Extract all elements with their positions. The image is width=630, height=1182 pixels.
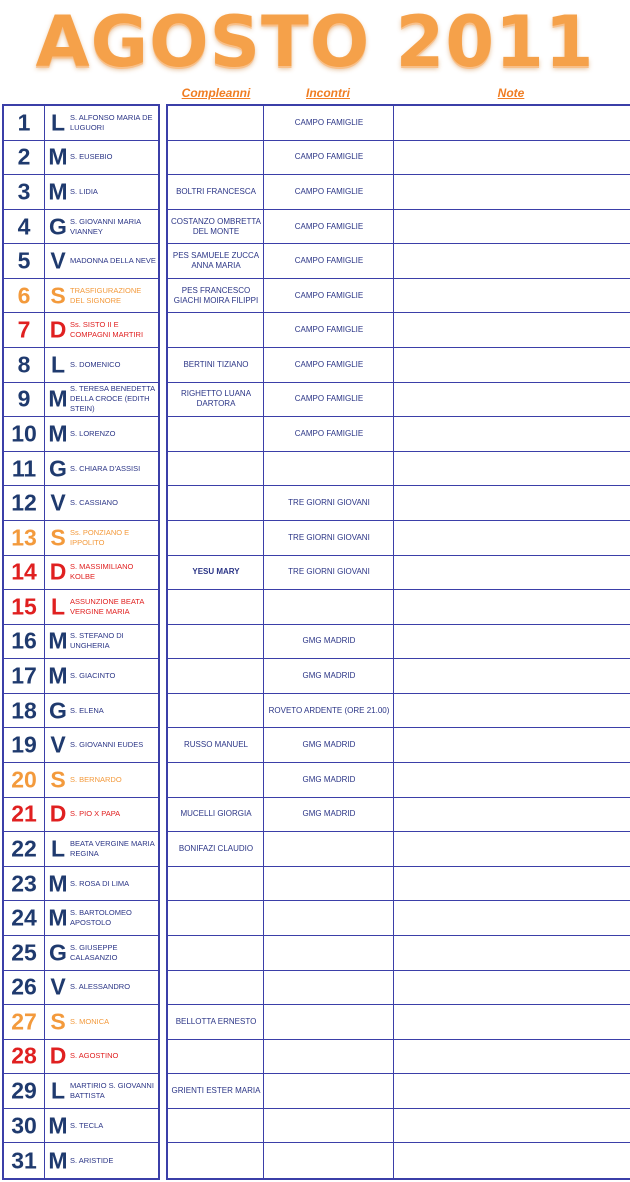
birthday-cell: RUSSO MANUEL <box>183 740 248 750</box>
day-row <box>4 590 158 625</box>
day-number: 8 <box>17 351 31 378</box>
saint-name: S. CASSIANO <box>70 498 118 508</box>
day-separator <box>44 625 45 659</box>
event-row <box>168 798 630 833</box>
event-row <box>168 486 630 521</box>
saint-name: S. ARISTIDE <box>70 1155 114 1165</box>
weekday-letter: D <box>49 316 67 343</box>
weekday-letter: V <box>50 731 66 758</box>
day-number: 11 <box>11 455 37 482</box>
saint-name: MARTIRIO S. GIOVANNI BATTISTA <box>70 1081 154 1101</box>
meeting-cell: GMG MADRID <box>302 740 356 750</box>
birthday-cell: RIGHETTO LUANA DARTORA <box>180 389 252 409</box>
event-row <box>168 452 630 487</box>
day-separator <box>44 348 45 382</box>
meeting-cell: GMG MADRID <box>302 809 356 819</box>
birthday-cell: BONIFAZI CLAUDIO <box>178 843 254 853</box>
event-row <box>168 279 630 314</box>
day-separator <box>44 141 45 175</box>
birthday-cell: PES SAMUELE ZUCCA ANNA MARIA <box>172 251 260 271</box>
day-row <box>4 901 158 936</box>
day-row <box>4 867 158 902</box>
event-row <box>168 1074 630 1109</box>
weekday-letter: G <box>49 939 67 966</box>
day-separator <box>44 521 45 555</box>
day-row <box>4 971 158 1006</box>
saint-name: S. BARTOLOMEO APOSTOLO <box>70 908 132 928</box>
day-separator <box>44 210 45 244</box>
event-row <box>168 1143 630 1178</box>
day-separator <box>44 763 45 797</box>
saint-name: S. MASSIMILIANO KOLBE <box>70 562 134 582</box>
day-row <box>4 1074 158 1109</box>
event-row <box>168 141 630 176</box>
meeting-cell: CAMPO FAMIGLIE <box>294 186 364 196</box>
events-grid <box>166 104 630 1180</box>
weekday-letter: M <box>48 627 68 654</box>
day-separator <box>44 244 45 278</box>
meeting-cell: CAMPO FAMIGLIE <box>294 290 364 300</box>
day-separator <box>44 798 45 832</box>
weekday-letter: M <box>48 1147 68 1174</box>
saint-name: S. GIACINTO <box>70 671 116 681</box>
saint-name: Ss. PONZIANO E IPPOLITO <box>70 527 130 547</box>
day-number: 16 <box>11 627 37 654</box>
day-number: 18 <box>11 697 37 724</box>
weekday-letter: V <box>50 973 66 1000</box>
day-row <box>4 452 158 487</box>
event-row <box>168 1005 630 1040</box>
saint-name: BEATA VERGINE MARIA REGINA <box>70 838 155 858</box>
weekday-letter: L <box>50 1077 66 1104</box>
birthday-cell: PES FRANCESCO GIACHI MOIRA FILIPPI <box>173 285 259 305</box>
saint-name: S. ALFONSO MARIA DE LUGUORI <box>70 112 153 132</box>
day-row <box>4 417 158 452</box>
event-row <box>168 728 630 763</box>
weekday-letter: G <box>49 213 67 240</box>
saint-name: S. EUSEBIO <box>70 152 113 162</box>
header-notes: Note <box>497 86 525 100</box>
weekday-letter: G <box>49 697 67 724</box>
weekday-letter: D <box>49 558 67 585</box>
day-separator <box>44 971 45 1005</box>
day-row <box>4 625 158 660</box>
day-row <box>4 141 158 176</box>
event-row <box>168 521 630 556</box>
day-separator <box>44 313 45 347</box>
day-number: 7 <box>17 316 31 343</box>
day-row <box>4 1109 158 1144</box>
weekday-letter: S <box>50 524 66 551</box>
day-separator <box>44 417 45 451</box>
day-separator <box>44 1040 45 1074</box>
day-number: 22 <box>11 835 37 862</box>
day-row <box>4 486 158 521</box>
birthday-cell: YESU MARY <box>192 567 240 577</box>
event-row <box>168 971 630 1006</box>
day-number: 26 <box>11 973 37 1000</box>
day-row <box>4 763 158 798</box>
meeting-cell: TRE GIORNI GIOVANI <box>288 567 370 577</box>
weekday-letter: M <box>48 420 68 447</box>
day-number: 10 <box>11 420 37 447</box>
day-row <box>4 694 158 729</box>
day-number: 23 <box>11 870 37 897</box>
day-row <box>4 383 158 418</box>
day-number: 27 <box>11 1008 37 1035</box>
day-row <box>4 244 158 279</box>
day-row <box>4 1040 158 1075</box>
day-separator <box>44 383 45 417</box>
day-number: 3 <box>17 178 31 205</box>
weekday-letter: D <box>49 1042 67 1069</box>
day-separator <box>44 901 45 935</box>
meeting-cell: CAMPO FAMIGLIE <box>294 152 364 162</box>
event-row <box>168 659 630 694</box>
weekday-letter: D <box>49 800 67 827</box>
saint-name: Ss. SISTO II E COMPAGNI MARTIRI <box>70 320 144 340</box>
event-row <box>168 936 630 971</box>
day-row <box>4 1005 158 1040</box>
day-number: 29 <box>11 1077 37 1104</box>
weekday-letter: V <box>50 489 66 516</box>
saint-name: S. ROSA DI LIMA <box>70 878 130 888</box>
day-separator <box>44 1005 45 1039</box>
birthday-cell: GRIENTI ESTER MARIA <box>171 1086 261 1096</box>
day-number: 24 <box>11 904 37 931</box>
day-row <box>4 728 158 763</box>
day-separator <box>44 1143 45 1178</box>
day-row <box>4 936 158 971</box>
saint-name: S. ELENA <box>70 705 104 715</box>
meeting-cell: GMG MADRID <box>302 774 356 784</box>
day-row <box>4 1143 158 1178</box>
saint-name: S. AGOSTINO <box>70 1051 119 1061</box>
day-number: 9 <box>17 385 31 412</box>
event-row <box>168 867 630 902</box>
day-row <box>4 313 158 348</box>
day-row <box>4 279 158 314</box>
event-row <box>168 1040 630 1075</box>
birthday-cell: BOLTRI FRANCESCA <box>176 186 256 196</box>
day-number: 21 <box>11 800 37 827</box>
saint-name: S. DOMENICO <box>70 359 121 369</box>
saint-name: S. ALESSANDRO <box>70 982 131 992</box>
event-row <box>168 1109 630 1144</box>
day-separator <box>44 694 45 728</box>
event-row <box>168 694 630 729</box>
weekday-letter: M <box>48 385 68 412</box>
saint-name: S. LIDIA <box>70 186 98 196</box>
saint-name: S. TERESA BENEDETTA DELLA CROCE (EDITH STEIN) <box>70 384 155 414</box>
day-separator <box>44 556 45 590</box>
birthday-cell: BERTINI TIZIANO <box>183 359 249 369</box>
meeting-cell: CAMPO FAMIGLIE <box>294 394 364 404</box>
event-row <box>168 590 630 625</box>
meeting-cell: CAMPO FAMIGLIE <box>294 359 364 369</box>
day-separator <box>44 106 45 140</box>
day-number: 15 <box>11 593 37 620</box>
birthday-cell: COSTANZO OMBRETTA DEL MONTE <box>171 216 261 236</box>
event-row <box>168 763 630 798</box>
weekday-letter: S <box>50 282 66 309</box>
event-row <box>168 383 630 418</box>
day-separator <box>44 279 45 313</box>
saint-name: S. GIOVANNI EUDES <box>70 740 144 750</box>
day-number: 4 <box>17 213 31 240</box>
day-row <box>4 106 158 141</box>
day-separator <box>44 175 45 209</box>
day-number: 12 <box>11 489 37 516</box>
day-row <box>4 798 158 833</box>
day-separator <box>44 832 45 866</box>
event-row <box>168 625 630 660</box>
meeting-cell: TRE GIORNI GIOVANI <box>288 532 370 542</box>
day-number: 31 <box>11 1147 37 1174</box>
meeting-cell: TRE GIORNI GIOVANI <box>288 498 370 508</box>
saint-name: MADONNA DELLA NEVE <box>70 256 156 266</box>
day-separator <box>44 486 45 520</box>
meeting-cell: GMG MADRID <box>302 671 356 681</box>
saint-name: S. CHIARA D'ASSISI <box>70 463 141 473</box>
day-row <box>4 175 158 210</box>
day-number: 28 <box>11 1042 37 1069</box>
birthday-cell: BELLOTTA ERNESTO <box>175 1016 257 1026</box>
meeting-cell: CAMPO FAMIGLIE <box>294 429 364 438</box>
saint-name: S. GIOVANNI MARIA VIANNEY <box>70 216 141 236</box>
event-row <box>168 244 630 279</box>
day-row <box>4 556 158 591</box>
day-row <box>4 521 158 556</box>
saint-name: S. GIUSEPPE CALASANZIO <box>70 942 118 962</box>
meeting-cell: CAMPO FAMIGLIE <box>294 117 364 127</box>
saint-name: S. STEFANO DI UNGHERIA <box>70 631 124 651</box>
weekday-letter: M <box>48 662 68 689</box>
saint-name: TRASFIGURAZIONE DEL SIGNORE <box>70 285 142 305</box>
day-number: 2 <box>17 143 31 170</box>
event-row <box>168 832 630 867</box>
header-birthdays: Compleanni <box>181 86 251 100</box>
day-number: 19 <box>11 731 37 758</box>
day-separator <box>44 1074 45 1108</box>
weekday-letter: L <box>50 109 66 136</box>
day-number: 14 <box>11 558 37 585</box>
weekday-letter: S <box>50 1008 66 1035</box>
saint-name: S. LORENZO <box>70 429 116 438</box>
weekday-letter: S <box>50 766 66 793</box>
event-row <box>168 348 630 383</box>
event-row <box>168 210 630 245</box>
saint-name: S. TECLA <box>70 1120 104 1130</box>
days-column <box>2 104 160 1180</box>
weekday-letter: L <box>50 593 66 620</box>
page-title: AGOSTO 2011 <box>35 1 595 83</box>
day-separator <box>44 590 45 624</box>
day-separator <box>44 1109 45 1143</box>
day-separator <box>44 728 45 762</box>
event-row <box>168 417 630 452</box>
saint-name: S. MONICA <box>70 1016 110 1026</box>
day-row <box>4 348 158 383</box>
day-row <box>4 832 158 867</box>
meeting-cell: CAMPO FAMIGLIE <box>294 256 364 266</box>
event-row <box>168 313 630 348</box>
day-row <box>4 210 158 245</box>
saint-name: ASSUNZIONE BEATA VERGINE MARIA <box>70 596 144 616</box>
event-row <box>168 175 630 210</box>
day-number: 20 <box>11 766 37 793</box>
header-meetings: Incontri <box>306 86 350 100</box>
day-separator <box>44 867 45 901</box>
weekday-letter: M <box>48 870 68 897</box>
day-number: 13 <box>11 524 37 551</box>
day-number: 6 <box>17 282 31 309</box>
day-number: 25 <box>11 939 37 966</box>
weekday-letter: V <box>50 247 66 274</box>
day-separator <box>44 936 45 970</box>
weekday-letter: M <box>48 143 68 170</box>
day-separator <box>44 659 45 693</box>
weekday-letter: L <box>50 835 66 862</box>
meeting-cell: CAMPO FAMIGLIE <box>294 325 364 335</box>
weekday-letter: L <box>50 351 66 378</box>
meeting-cell: CAMPO FAMIGLIE <box>294 221 364 231</box>
day-separator <box>44 452 45 486</box>
weekday-letter: M <box>48 178 68 205</box>
event-row <box>168 556 630 591</box>
day-number: 5 <box>17 247 31 274</box>
meeting-cell: GMG MADRID <box>302 636 356 646</box>
saint-name: S. PIO X PAPA <box>70 809 121 819</box>
event-row <box>168 901 630 936</box>
weekday-letter: M <box>48 1112 68 1139</box>
meeting-cell: ROVETO ARDENTE (ORE 21.00) <box>268 705 390 715</box>
weekday-letter: M <box>48 904 68 931</box>
weekday-letter: G <box>49 455 67 482</box>
day-row <box>4 659 158 694</box>
day-number: 17 <box>11 662 37 689</box>
saint-name: S. BERNARDO <box>70 774 122 784</box>
day-number: 1 <box>17 109 31 136</box>
event-row <box>168 106 630 141</box>
birthday-cell: MUCELLI GIORGIA <box>180 809 252 819</box>
day-number: 30 <box>11 1112 37 1139</box>
